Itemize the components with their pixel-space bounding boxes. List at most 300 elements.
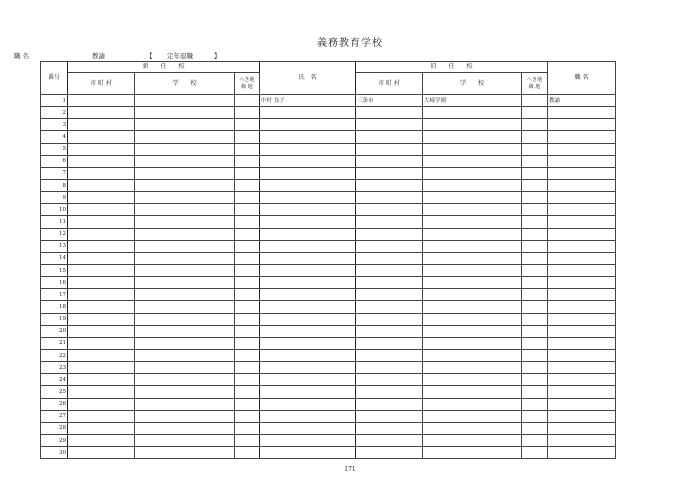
old-city-cell (356, 216, 423, 228)
new-city-cell (68, 228, 135, 240)
table-row (41, 301, 616, 313)
name-cell (260, 398, 356, 410)
row-number: 1 (41, 95, 68, 107)
position-label: 職 名 (14, 52, 30, 60)
name-cell (260, 167, 356, 179)
old-remote-cell (522, 289, 548, 301)
new-school-cell (135, 313, 235, 325)
old-school-cell (423, 337, 522, 349)
position-cell (548, 434, 616, 446)
new-city-cell (68, 264, 135, 276)
row-number: 25 (41, 386, 68, 398)
new-remote-cell (235, 131, 260, 143)
name-cell (260, 422, 356, 434)
row-number: 19 (41, 313, 68, 325)
header-new-remote-2: 級 地 (241, 83, 253, 90)
old-remote-cell (522, 301, 548, 313)
old-city-cell (356, 422, 423, 434)
name-cell (260, 204, 356, 216)
new-remote-cell (235, 349, 260, 361)
new-remote-cell (235, 374, 260, 386)
old-city-cell (356, 192, 423, 204)
old-city-cell (356, 434, 423, 446)
header-new-school: 新 任 校 (68, 62, 260, 73)
old-remote-cell (522, 167, 548, 179)
new-school-cell (135, 447, 235, 459)
table-row (41, 95, 616, 107)
old-remote-cell (522, 143, 548, 155)
position-cell (548, 216, 616, 228)
new-city-cell (68, 434, 135, 446)
old-remote-cell (522, 434, 548, 446)
header-new-city: 市 町 村 (68, 73, 135, 95)
old-remote-cell (522, 240, 548, 252)
new-city-cell (68, 325, 135, 337)
old-school-cell (423, 349, 522, 361)
new-school-cell (135, 192, 235, 204)
new-school-cell (135, 386, 235, 398)
new-remote-cell (235, 337, 260, 349)
new-city-cell (68, 349, 135, 361)
old-city-cell (356, 325, 423, 337)
new-school-cell (135, 155, 235, 167)
row-number: 9 (41, 192, 68, 204)
old-school-cell (423, 167, 522, 179)
position-cell (548, 143, 616, 155)
row-number: 10 (41, 204, 68, 216)
table-row (41, 277, 616, 289)
position-cell (548, 398, 616, 410)
old-remote-cell (522, 325, 548, 337)
row-number: 2 (41, 107, 68, 119)
old-city-cell (356, 362, 423, 374)
new-remote-cell (235, 422, 260, 434)
position-cell (548, 277, 616, 289)
new-school-cell (135, 95, 235, 107)
old-remote-cell (522, 131, 548, 143)
table-row (41, 228, 616, 240)
table-row (41, 374, 616, 386)
new-remote-cell (235, 192, 260, 204)
table-row (41, 362, 616, 374)
position-value: 教諭 (92, 52, 105, 60)
row-number: 28 (41, 422, 68, 434)
row-number: 3 (41, 119, 68, 131)
new-city-cell (68, 386, 135, 398)
table-row (41, 349, 616, 361)
position-cell (548, 252, 616, 264)
new-city-cell (68, 179, 135, 191)
position-cell (548, 192, 616, 204)
old-school-cell: 大崎学園 (423, 95, 522, 107)
old-remote-cell (522, 337, 548, 349)
new-city-cell (68, 143, 135, 155)
position-cell: 教諭 (548, 95, 616, 107)
new-school-cell (135, 167, 235, 179)
position-cell (548, 228, 616, 240)
old-school-cell (423, 325, 522, 337)
new-city-cell (68, 204, 135, 216)
table-row (41, 204, 616, 216)
table-row (41, 119, 616, 131)
row-number: 22 (41, 349, 68, 361)
position-cell (548, 325, 616, 337)
position-cell (548, 301, 616, 313)
old-city-cell (356, 277, 423, 289)
old-remote-cell (522, 179, 548, 191)
new-school-cell (135, 131, 235, 143)
position-cell (548, 410, 616, 422)
header-old-school: 旧 任 校 (356, 62, 548, 73)
header-new-school-name: 学 校 (135, 73, 235, 95)
row-number: 12 (41, 228, 68, 240)
name-cell (260, 337, 356, 349)
new-remote-cell (235, 447, 260, 459)
position-cell (548, 374, 616, 386)
row-number: 6 (41, 155, 68, 167)
new-remote-cell (235, 167, 260, 179)
new-remote-cell (235, 95, 260, 107)
table-row (41, 179, 616, 191)
row-number: 8 (41, 179, 68, 191)
new-remote-cell (235, 277, 260, 289)
old-school-cell (423, 240, 522, 252)
new-school-cell (135, 289, 235, 301)
new-remote-cell (235, 325, 260, 337)
name-cell (260, 107, 356, 119)
old-school-cell (423, 192, 522, 204)
old-remote-cell (522, 313, 548, 325)
position-cell (548, 349, 616, 361)
old-city-cell (356, 301, 423, 313)
position-cell (548, 119, 616, 131)
old-city-cell (356, 374, 423, 386)
row-number: 26 (41, 398, 68, 410)
name-cell (260, 434, 356, 446)
row-number: 7 (41, 167, 68, 179)
new-city-cell (68, 447, 135, 459)
new-city-cell (68, 289, 135, 301)
old-school-cell (423, 155, 522, 167)
new-city-cell (68, 313, 135, 325)
header-old-school-name: 学 校 (423, 73, 522, 95)
new-city-cell (68, 252, 135, 264)
table-row (41, 131, 616, 143)
old-city-cell (356, 119, 423, 131)
new-school-cell (135, 277, 235, 289)
table-row (41, 264, 616, 276)
header-new-remote (235, 73, 260, 95)
table-row (41, 410, 616, 422)
old-remote-cell (522, 252, 548, 264)
position-cell (548, 447, 616, 459)
new-school-cell (135, 204, 235, 216)
old-remote-cell (522, 410, 548, 422)
table-row (41, 337, 616, 349)
name-cell: 中村 良子 (260, 95, 356, 107)
new-remote-cell (235, 119, 260, 131)
name-cell (260, 410, 356, 422)
new-remote-cell (235, 434, 260, 446)
old-city-cell (356, 131, 423, 143)
table-row (41, 289, 616, 301)
old-school-cell (423, 410, 522, 422)
header-old-remote-1: へき地 (526, 76, 542, 83)
old-city-cell (356, 289, 423, 301)
name-cell (260, 119, 356, 131)
new-city-cell (68, 337, 135, 349)
personnel-table (40, 61, 616, 459)
position-cell (548, 313, 616, 325)
old-city-cell (356, 143, 423, 155)
new-city-cell (68, 277, 135, 289)
old-remote-cell (522, 216, 548, 228)
old-school-cell (423, 216, 522, 228)
header-old-city: 市 町 村 (356, 73, 423, 95)
name-cell (260, 216, 356, 228)
old-school-cell (423, 143, 522, 155)
old-city-cell (356, 337, 423, 349)
old-remote-cell (522, 107, 548, 119)
new-school-cell (135, 107, 235, 119)
position-cell (548, 362, 616, 374)
table-row (41, 386, 616, 398)
old-school-cell (423, 228, 522, 240)
position-cell (548, 204, 616, 216)
name-cell (260, 447, 356, 459)
bracket-open: 【 (146, 52, 153, 60)
new-remote-cell (235, 252, 260, 264)
new-remote-cell (235, 398, 260, 410)
page-number: 171 (344, 466, 356, 473)
old-remote-cell (522, 277, 548, 289)
table-row (41, 252, 616, 264)
name-cell (260, 313, 356, 325)
name-cell (260, 192, 356, 204)
old-school-cell (423, 277, 522, 289)
new-school-cell (135, 434, 235, 446)
new-city-cell (68, 216, 135, 228)
new-city-cell (68, 398, 135, 410)
table-row (41, 313, 616, 325)
old-remote-cell (522, 362, 548, 374)
old-city-cell (356, 179, 423, 191)
old-city-cell (356, 252, 423, 264)
header-number: 番号 (41, 62, 68, 95)
name-cell (260, 252, 356, 264)
old-city-cell (356, 155, 423, 167)
new-school-cell (135, 374, 235, 386)
old-city-cell (356, 349, 423, 361)
old-school-cell (423, 313, 522, 325)
old-remote-cell (522, 374, 548, 386)
old-remote-cell (522, 447, 548, 459)
new-remote-cell (235, 362, 260, 374)
new-city-cell (68, 167, 135, 179)
new-city-cell (68, 95, 135, 107)
page-title: 義務教育学校 (317, 38, 383, 49)
old-city-cell (356, 313, 423, 325)
old-city-cell: 三条市 (356, 95, 423, 107)
bracket-close: 】 (214, 52, 221, 60)
table-row (41, 167, 616, 179)
old-city-cell (356, 264, 423, 276)
old-school-cell (423, 374, 522, 386)
row-number: 27 (41, 410, 68, 422)
old-remote-cell (522, 422, 548, 434)
table-row (41, 240, 616, 252)
new-school-cell (135, 119, 235, 131)
new-city-cell (68, 240, 135, 252)
header-new-remote-1: へき地 (239, 76, 255, 83)
new-city-cell (68, 362, 135, 374)
new-remote-cell (235, 410, 260, 422)
new-city-cell (68, 107, 135, 119)
new-remote-cell (235, 301, 260, 313)
position-cell (548, 167, 616, 179)
new-remote-cell (235, 143, 260, 155)
new-school-cell (135, 228, 235, 240)
name-cell (260, 143, 356, 155)
new-remote-cell (235, 107, 260, 119)
position-cell (548, 337, 616, 349)
name-cell (260, 374, 356, 386)
position-cell (548, 107, 616, 119)
old-remote-cell (522, 386, 548, 398)
new-remote-cell (235, 240, 260, 252)
old-school-cell (423, 434, 522, 446)
position-cell (548, 386, 616, 398)
transfer-reason: 定年退職 (167, 52, 193, 60)
name-cell (260, 228, 356, 240)
table-row (41, 107, 616, 119)
table-row (41, 216, 616, 228)
old-school-cell (423, 301, 522, 313)
new-remote-cell (235, 179, 260, 191)
old-remote-cell (522, 192, 548, 204)
header-old-remote-2: 級 地 (528, 83, 541, 90)
old-school-cell (423, 422, 522, 434)
row-number: 29 (41, 434, 68, 446)
row-number: 14 (41, 252, 68, 264)
position-cell (548, 179, 616, 191)
old-remote-cell (522, 398, 548, 410)
row-number: 16 (41, 277, 68, 289)
row-number: 17 (41, 289, 68, 301)
new-city-cell (68, 301, 135, 313)
old-city-cell (356, 386, 423, 398)
position-cell (548, 264, 616, 276)
old-school-cell (423, 289, 522, 301)
table-row (41, 447, 616, 459)
new-school-cell (135, 179, 235, 191)
old-remote-cell (522, 95, 548, 107)
row-number: 30 (41, 447, 68, 459)
old-remote-cell (522, 155, 548, 167)
table-row (41, 155, 616, 167)
new-school-cell (135, 410, 235, 422)
name-cell (260, 179, 356, 191)
row-number: 13 (41, 240, 68, 252)
new-school-cell (135, 252, 235, 264)
new-school-cell (135, 362, 235, 374)
old-school-cell (423, 119, 522, 131)
new-city-cell (68, 410, 135, 422)
table-row (41, 325, 616, 337)
name-cell (260, 277, 356, 289)
row-number: 21 (41, 337, 68, 349)
row-number: 20 (41, 325, 68, 337)
name-cell (260, 386, 356, 398)
old-remote-cell (522, 228, 548, 240)
table-row (41, 192, 616, 204)
name-cell (260, 362, 356, 374)
new-remote-cell (235, 204, 260, 216)
header-old-remote (522, 73, 548, 95)
position-cell (548, 240, 616, 252)
name-cell (260, 240, 356, 252)
position-cell (548, 131, 616, 143)
old-school-cell (423, 131, 522, 143)
new-city-cell (68, 374, 135, 386)
new-city-cell (68, 422, 135, 434)
new-remote-cell (235, 155, 260, 167)
table-row (41, 422, 616, 434)
header-name: 氏 名 (260, 62, 356, 95)
new-remote-cell (235, 386, 260, 398)
new-school-cell (135, 216, 235, 228)
row-number: 18 (41, 301, 68, 313)
name-cell (260, 349, 356, 361)
old-city-cell (356, 167, 423, 179)
row-number: 15 (41, 264, 68, 276)
table-row (41, 398, 616, 410)
old-school-cell (423, 179, 522, 191)
new-school-cell (135, 143, 235, 155)
new-school-cell (135, 264, 235, 276)
new-city-cell (68, 131, 135, 143)
new-school-cell (135, 349, 235, 361)
new-school-cell (135, 301, 235, 313)
old-school-cell (423, 264, 522, 276)
position-cell (548, 422, 616, 434)
old-school-cell (423, 252, 522, 264)
name-cell (260, 289, 356, 301)
new-remote-cell (235, 228, 260, 240)
name-cell (260, 264, 356, 276)
new-remote-cell (235, 216, 260, 228)
old-school-cell (423, 204, 522, 216)
row-number: 4 (41, 131, 68, 143)
old-remote-cell (522, 349, 548, 361)
name-cell (260, 131, 356, 143)
row-number: 5 (41, 143, 68, 155)
old-school-cell (423, 386, 522, 398)
new-remote-cell (235, 289, 260, 301)
new-city-cell (68, 119, 135, 131)
old-remote-cell (522, 204, 548, 216)
old-remote-cell (522, 119, 548, 131)
new-school-cell (135, 240, 235, 252)
table-row (41, 143, 616, 155)
old-city-cell (356, 204, 423, 216)
old-school-cell (423, 362, 522, 374)
old-city-cell (356, 240, 423, 252)
position-cell (548, 289, 616, 301)
position-cell (548, 155, 616, 167)
header-position: 職 名 (548, 62, 616, 95)
old-city-cell (356, 410, 423, 422)
